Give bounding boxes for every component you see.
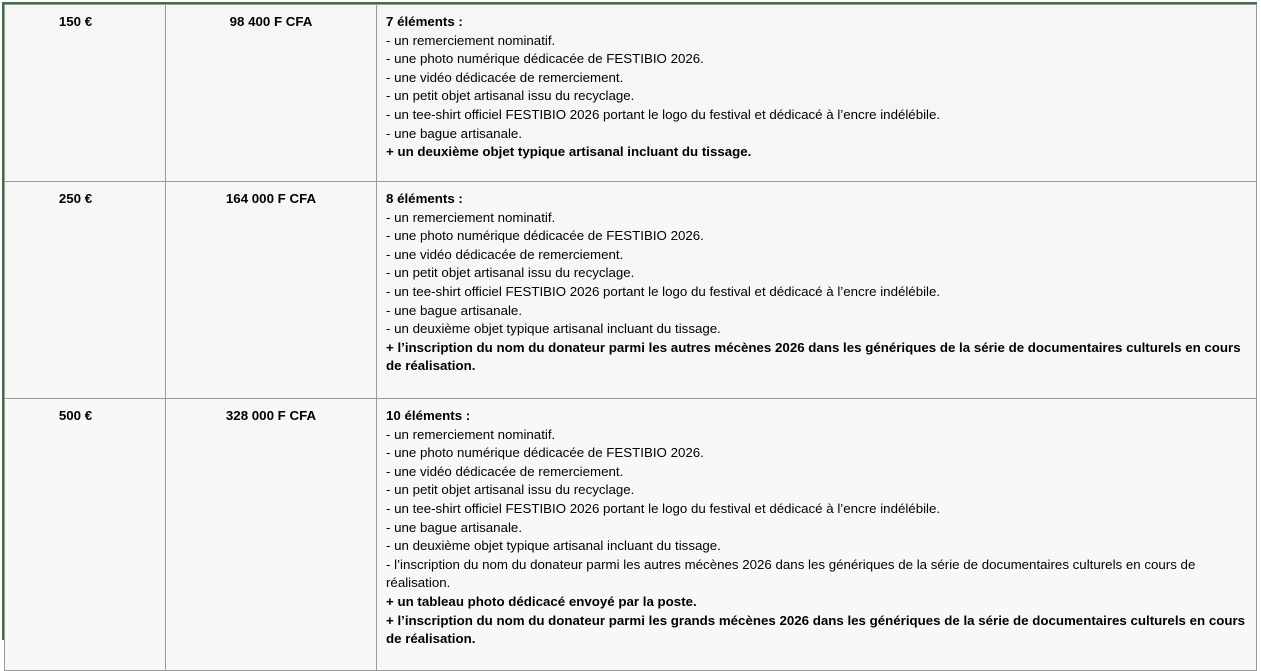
bonus-item: + un tableau photo dédicacé envoyé par la poste. — [386, 593, 697, 609]
donation-tiers-table — [4, 4, 1257, 671]
list-item: - un tee-shirt officiel FESTIBIO 2026 portant le logo du festival et dédicacé à l’encre indélébile. — [386, 500, 941, 516]
table-row — [5, 399, 1257, 671]
list-item: - une photo numérique dédicacée de FESTIBIO 2026. — [386, 228, 704, 244]
list-item: - une vidéo dédicacée de remerciement. — [386, 246, 624, 262]
bonus-item: + l’inscription du nom du donateur parmi les grands mécènes 2026 dans les génériques de la série de documentaires culturels en cours de réalisation. — [386, 612, 1246, 647]
list-item: - une vidéo dédicacée de remerciement. — [386, 69, 624, 85]
euro-amount: 150 € — [5, 5, 166, 182]
list-item: - un deuxième objet typique artisanal incluant du tissage. — [386, 321, 721, 337]
cfa-amount: 98 400 F CFA — [166, 5, 377, 182]
list-item: - une photo numérique dédicacée de FESTIBIO 2026. — [386, 445, 704, 461]
euro-amount: 500 € — [5, 399, 166, 671]
list-item: - une bague artisanale. — [386, 125, 523, 141]
bonus-item: + un deuxième objet typique artisanal incluant du tissage. — [386, 144, 752, 160]
reward-description — [377, 5, 1257, 182]
list-item: - une vidéo dédicacée de remerciement. — [386, 463, 624, 479]
list-item: - un petit objet artisanal issu du recyclage. — [386, 482, 635, 498]
list-item: - un deuxième objet typique artisanal incluant du tissage. — [386, 538, 721, 554]
reward-description — [377, 182, 1257, 399]
element-count: 7 éléments : — [386, 14, 463, 29]
cfa-amount: 164 000 F CFA — [166, 182, 377, 399]
table-row — [5, 182, 1257, 399]
euro-amount: 250 € — [5, 182, 166, 399]
element-count: 10 éléments : — [386, 408, 471, 423]
table-row — [5, 5, 1257, 182]
cfa-amount: 328 000 F CFA — [166, 399, 377, 671]
reward-description — [377, 399, 1257, 671]
list-item: - un petit objet artisanal issu du recyclage. — [386, 265, 635, 281]
list-item: - l’inscription du nom du donateur parmi les autres mécènes 2026 dans les génériques de la série de documentaires culturels en cours de réalisation. — [386, 556, 1196, 591]
list-item: - un petit objet artisanal issu du recyclage. — [386, 88, 635, 104]
list-item: - un remerciement nominatif. — [386, 209, 556, 225]
list-item: - un remerciement nominatif. — [386, 426, 556, 442]
bonus-item: + l’inscription du nom du donateur parmi les autres mécènes 2026 dans les génériques de la série de documentaires culturels en cours de réalisation. — [386, 339, 1241, 374]
list-item: - un remerciement nominatif. — [386, 32, 556, 48]
element-count: 8 éléments : — [386, 191, 463, 206]
list-item: - une photo numérique dédicacée de FESTIBIO 2026. — [386, 51, 704, 67]
list-item: - un tee-shirt officiel FESTIBIO 2026 portant le logo du festival et dédicacé à l’encre indélébile. — [386, 283, 941, 299]
list-item: - une bague artisanale. — [386, 519, 523, 535]
list-item: - un tee-shirt officiel FESTIBIO 2026 portant le logo du festival et dédicacé à l’encre indélébile. — [386, 106, 941, 122]
list-item: - une bague artisanale. — [386, 302, 523, 318]
